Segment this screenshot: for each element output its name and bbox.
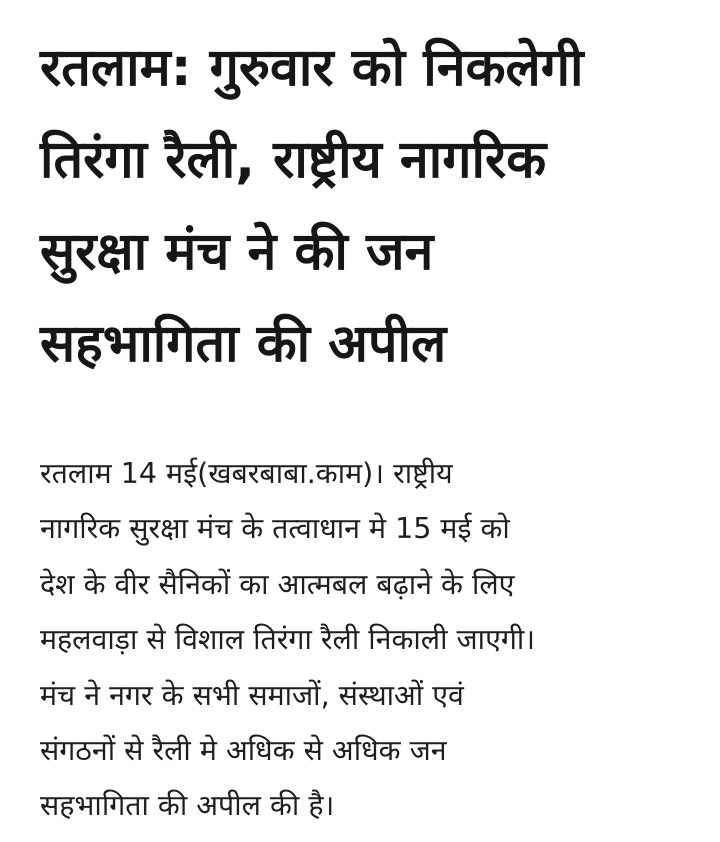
article-headline [40, 22, 690, 390]
body-line: रतलाम 14 मई(खबरबाबा.काम)। राष्ट्रीय [40, 457, 453, 490]
body-line: मंच ने नगर के सभी समाजों, संस्थाओं एवं [40, 678, 464, 712]
body-line: संगठनों से रैली मे अधिक से अधिक जन [40, 734, 447, 768]
body-line: सहभागिता की अपील की है। [40, 789, 335, 823]
news-article [40, 22, 690, 390]
body-line: देश के वीर सैनिकों का आत्मबल बढ़ाने के लिए [40, 567, 515, 601]
headline-line: तिरंगा रैली, राष्ट्रीय नागरिक [40, 130, 547, 190]
body-line: महलवाड़ा से विशाल तिरंगा रैली निकाली जाएगी। [40, 623, 536, 657]
article-body [40, 446, 700, 834]
body-line: नागरिक सुरक्षा मंच के तत्वाधान मे 15 मई को [40, 512, 510, 546]
headline-line: सहभागिता की अपील [40, 314, 447, 374]
headline-line: सुरक्षा मंच ने की जन [40, 222, 434, 282]
headline-line: रतलाम: गुरुवार को निकलेगी [40, 38, 584, 98]
